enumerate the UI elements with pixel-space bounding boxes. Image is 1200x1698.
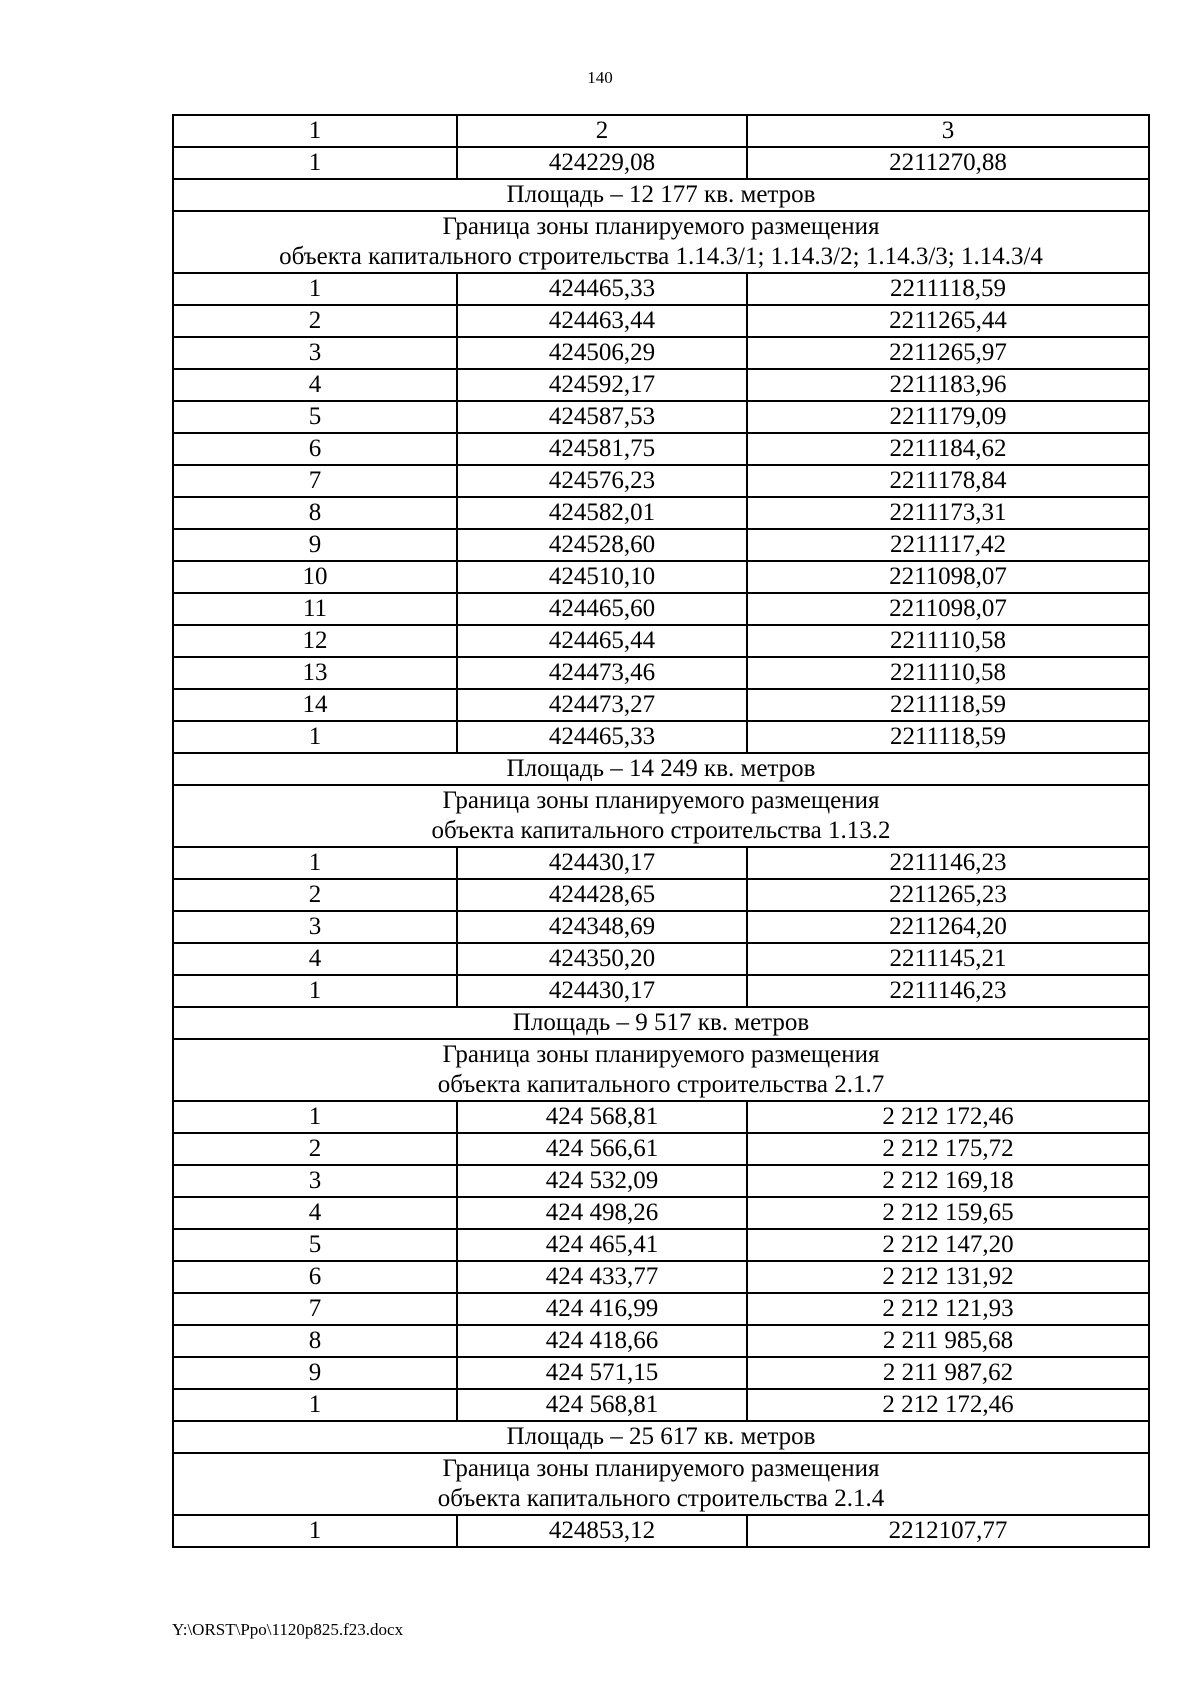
x-coordinate-cell: 424510,10 — [457, 561, 747, 593]
table-row — [173, 1325, 1149, 1357]
y-coordinate-cell: 2211184,62 — [747, 433, 1149, 465]
x-coordinate-cell: 424430,17 — [457, 975, 747, 1007]
point-number-cell: 1 — [173, 847, 457, 879]
table-row — [173, 1133, 1149, 1165]
x-coordinate-cell: 424 433,77 — [457, 1261, 747, 1293]
y-coordinate-cell: 2 212 175,72 — [747, 1133, 1149, 1165]
y-coordinate-cell: 2 212 147,20 — [747, 1229, 1149, 1261]
zone-heading-row — [173, 1453, 1149, 1515]
area-cell — [173, 1421, 1149, 1453]
x-coordinate-cell: 424 571,15 — [457, 1357, 747, 1389]
x-coordinate-cell: 424592,17 — [457, 369, 747, 401]
y-coordinate-cell: 2 211 985,68 — [747, 1325, 1149, 1357]
cell-text-line: Граница зоны планируемого размещения — [442, 1455, 880, 1482]
table-row — [173, 401, 1149, 433]
point-number-cell: 4 — [173, 369, 457, 401]
table-row — [173, 657, 1149, 689]
table-row — [173, 975, 1149, 1007]
table-row — [173, 433, 1149, 465]
x-coordinate-cell: 424465,33 — [457, 273, 747, 305]
x-coordinate-cell: 424465,60 — [457, 593, 747, 625]
point-number-cell: 2 — [173, 305, 457, 337]
y-coordinate-cell: 2 212 172,46 — [747, 1101, 1149, 1133]
point-number-cell: 3 — [173, 1165, 457, 1197]
point-number-cell: 1 — [173, 147, 457, 179]
x-coordinate-cell: 424576,23 — [457, 465, 747, 497]
x-coordinate-cell: 424 568,81 — [457, 1101, 747, 1133]
x-coordinate-cell: 424473,27 — [457, 689, 747, 721]
y-coordinate-cell: 2211270,88 — [747, 147, 1149, 179]
point-number-cell: 1 — [173, 1515, 457, 1547]
table-row — [173, 1229, 1149, 1261]
table-row — [173, 529, 1149, 561]
point-number-cell: 9 — [173, 529, 457, 561]
table-row — [173, 1101, 1149, 1133]
point-number-cell: 13 — [173, 657, 457, 689]
header-cell-x: 2 — [457, 115, 747, 147]
area-cell — [173, 753, 1149, 785]
x-coordinate-cell: 424 418,66 — [457, 1325, 747, 1357]
y-coordinate-cell: 2211098,07 — [747, 593, 1149, 625]
table-row — [173, 369, 1149, 401]
point-number-cell: 7 — [173, 1293, 457, 1325]
zone-heading-cell — [173, 1039, 1149, 1101]
point-number-cell: 14 — [173, 689, 457, 721]
point-number-cell: 6 — [173, 433, 457, 465]
x-coordinate-cell: 424853,12 — [457, 1515, 747, 1547]
point-number-cell: 1 — [173, 1101, 457, 1133]
cell-text-line: Граница зоны планируемого размещения — [442, 213, 880, 240]
y-coordinate-cell: 2211098,07 — [747, 561, 1149, 593]
y-coordinate-cell: 2211146,23 — [747, 975, 1149, 1007]
table-row — [173, 1293, 1149, 1325]
table-row — [173, 337, 1149, 369]
x-coordinate-cell: 424582,01 — [457, 497, 747, 529]
point-number-cell: 1 — [173, 273, 457, 305]
y-coordinate-cell: 2 211 987,62 — [747, 1357, 1149, 1389]
y-coordinate-cell: 2 212 131,92 — [747, 1261, 1149, 1293]
x-coordinate-cell: 424463,44 — [457, 305, 747, 337]
x-coordinate-cell: 424465,33 — [457, 721, 747, 753]
y-coordinate-cell: 2211118,59 — [747, 721, 1149, 753]
x-coordinate-cell: 424350,20 — [457, 943, 747, 975]
x-coordinate-cell: 424506,29 — [457, 337, 747, 369]
x-coordinate-cell: 424430,17 — [457, 847, 747, 879]
table-row — [173, 1389, 1149, 1421]
y-coordinate-cell: 2211110,58 — [747, 657, 1149, 689]
table-row — [173, 689, 1149, 721]
zone-heading-cell — [173, 1453, 1149, 1515]
x-coordinate-cell: 424 465,41 — [457, 1229, 747, 1261]
table-row — [173, 273, 1149, 305]
x-coordinate-cell: 424 566,61 — [457, 1133, 747, 1165]
y-coordinate-cell: 2211178,84 — [747, 465, 1149, 497]
y-coordinate-cell: 2211265,97 — [747, 337, 1149, 369]
x-coordinate-cell: 424581,75 — [457, 433, 747, 465]
point-number-cell: 1 — [173, 721, 457, 753]
point-number-cell: 4 — [173, 1197, 457, 1229]
cell-text-line: Площадь – 12 177 кв. метров — [506, 181, 816, 208]
point-number-cell: 7 — [173, 465, 457, 497]
zone-heading-row — [173, 211, 1149, 273]
page-number: 140 — [587, 68, 613, 87]
file-path-footer: Y:\ORST\Ppo\1120p825.f23.docx — [172, 1620, 404, 1639]
y-coordinate-cell: 2211146,23 — [747, 847, 1149, 879]
point-number-cell: 8 — [173, 1325, 457, 1357]
point-number-cell: 12 — [173, 625, 457, 657]
table-row — [173, 1165, 1149, 1197]
area-cell — [173, 179, 1149, 211]
table-row — [173, 305, 1149, 337]
point-number-cell: 5 — [173, 1229, 457, 1261]
point-number-cell: 3 — [173, 337, 457, 369]
area-row — [173, 179, 1149, 211]
x-coordinate-cell: 424 498,26 — [457, 1197, 747, 1229]
table-row — [173, 943, 1149, 975]
zone-heading-cell — [173, 785, 1149, 847]
point-number-cell: 10 — [173, 561, 457, 593]
table-row — [173, 721, 1149, 753]
x-coordinate-cell: 424348,69 — [457, 911, 747, 943]
point-number-cell: 2 — [173, 879, 457, 911]
y-coordinate-cell: 2211179,09 — [747, 401, 1149, 433]
x-coordinate-cell: 424473,46 — [457, 657, 747, 689]
area-row — [173, 1007, 1149, 1039]
y-coordinate-cell: 2212107,77 — [747, 1515, 1149, 1547]
table-row — [173, 879, 1149, 911]
table-row — [173, 147, 1149, 179]
y-coordinate-cell: 2211265,44 — [747, 305, 1149, 337]
x-coordinate-cell: 424587,53 — [457, 401, 747, 433]
table-row — [173, 497, 1149, 529]
point-number-cell: 11 — [173, 593, 457, 625]
x-coordinate-cell: 424 532,09 — [457, 1165, 747, 1197]
y-coordinate-cell: 2 212 121,93 — [747, 1293, 1149, 1325]
point-number-cell: 1 — [173, 975, 457, 1007]
table-row — [173, 1357, 1149, 1389]
point-number-cell: 4 — [173, 943, 457, 975]
point-number-cell: 2 — [173, 1133, 457, 1165]
x-coordinate-cell: 424428,65 — [457, 879, 747, 911]
y-coordinate-cell: 2211183,96 — [747, 369, 1149, 401]
header-cell-point: 1 — [173, 115, 457, 147]
table-row — [173, 625, 1149, 657]
point-number-cell: 9 — [173, 1357, 457, 1389]
table-header-row — [173, 115, 1149, 147]
coordinates-table — [172, 114, 1150, 1548]
x-coordinate-cell: 424528,60 — [457, 529, 747, 561]
table-row — [173, 1515, 1149, 1547]
header-cell-y: 3 — [747, 115, 1149, 147]
point-number-cell: 8 — [173, 497, 457, 529]
table-row — [173, 911, 1149, 943]
cell-text-line: объекта капитального строительства 2.1.7 — [437, 1071, 885, 1098]
y-coordinate-cell: 2211118,59 — [747, 689, 1149, 721]
cell-text-line: объекта капитального строительства 1.13.2 — [431, 817, 891, 844]
cell-text-line: объекта капитального строительства 1.14.3/1; 1.14.3/2; 1.14.3/3; 1.14.3/4 — [279, 243, 1043, 270]
y-coordinate-cell: 2211110,58 — [747, 625, 1149, 657]
area-row — [173, 1421, 1149, 1453]
y-coordinate-cell: 2 212 159,65 — [747, 1197, 1149, 1229]
x-coordinate-cell: 424465,44 — [457, 625, 747, 657]
table-row — [173, 561, 1149, 593]
cell-text-line: Площадь – 9 517 кв. метров — [512, 1009, 810, 1036]
table-row — [173, 593, 1149, 625]
zone-heading-row — [173, 785, 1149, 847]
point-number-cell: 6 — [173, 1261, 457, 1293]
y-coordinate-cell: 2211117,42 — [747, 529, 1149, 561]
y-coordinate-cell: 2211145,21 — [747, 943, 1149, 975]
cell-text-line: Площадь – 25 617 кв. метров — [506, 1423, 816, 1450]
area-row — [173, 753, 1149, 785]
cell-text-line: Граница зоны планируемого размещения — [442, 787, 880, 814]
x-coordinate-cell: 424 568,81 — [457, 1389, 747, 1421]
cell-text-line: Граница зоны планируемого размещения — [442, 1041, 880, 1068]
zone-heading-cell — [173, 211, 1149, 273]
point-number-cell: 1 — [173, 1389, 457, 1421]
y-coordinate-cell: 2211118,59 — [747, 273, 1149, 305]
x-coordinate-cell: 424229,08 — [457, 147, 747, 179]
x-coordinate-cell: 424 416,99 — [457, 1293, 747, 1325]
table-row — [173, 1197, 1149, 1229]
zone-heading-row — [173, 1039, 1149, 1101]
y-coordinate-cell: 2211264,20 — [747, 911, 1149, 943]
y-coordinate-cell: 2211265,23 — [747, 879, 1149, 911]
y-coordinate-cell: 2 212 172,46 — [747, 1389, 1149, 1421]
table-row — [173, 847, 1149, 879]
cell-text-line: Площадь – 14 249 кв. метров — [506, 755, 816, 782]
table-row — [173, 465, 1149, 497]
point-number-cell: 5 — [173, 401, 457, 433]
table-row — [173, 1261, 1149, 1293]
point-number-cell: 3 — [173, 911, 457, 943]
y-coordinate-cell: 2 212 169,18 — [747, 1165, 1149, 1197]
area-cell — [173, 1007, 1149, 1039]
cell-text-line: объекта капитального строительства 2.1.4 — [437, 1485, 885, 1512]
y-coordinate-cell: 2211173,31 — [747, 497, 1149, 529]
